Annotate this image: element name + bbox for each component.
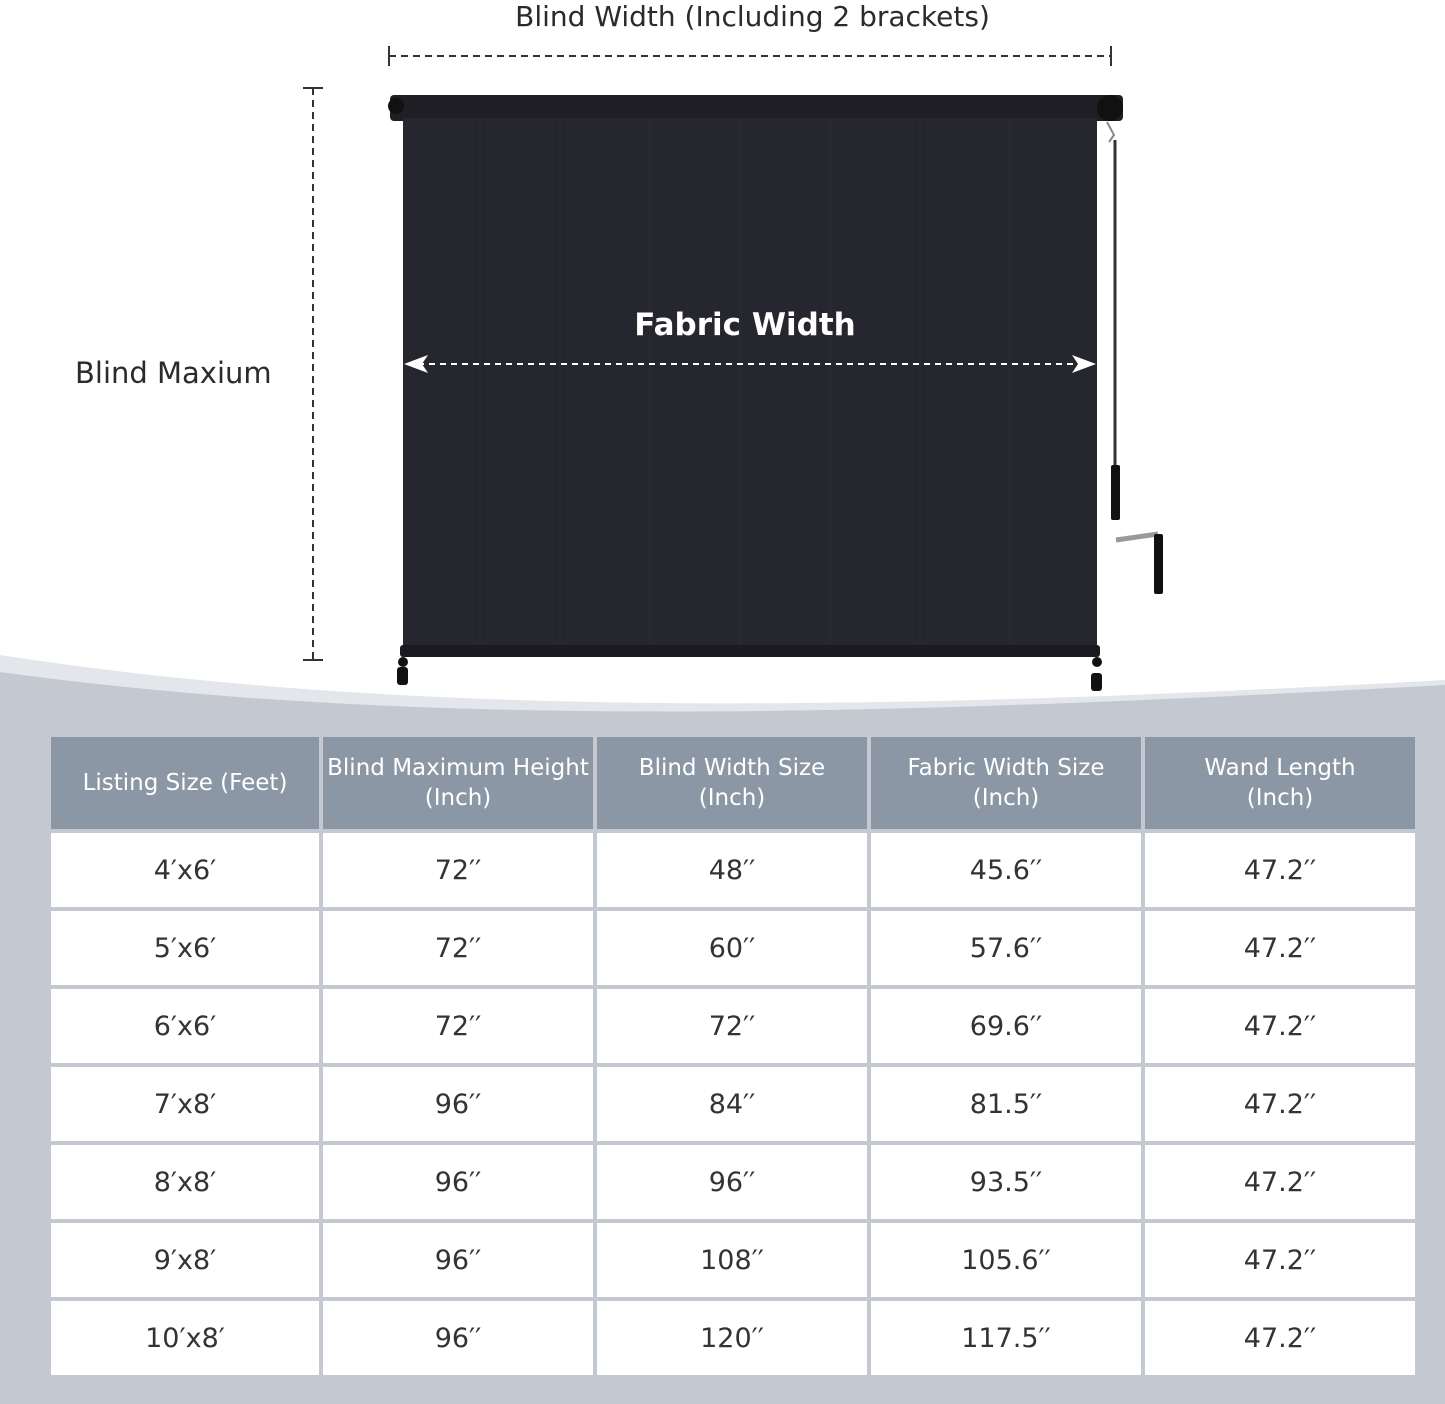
cell-max-height: 96′′ [323, 1301, 593, 1375]
cell-listing-size: 4′x6′ [51, 833, 319, 907]
table-row [51, 1301, 1415, 1375]
blind-fabric [403, 118, 1097, 650]
blind-maximum-height-label: Blind Maxium [75, 356, 272, 390]
cell-blind-width: 120′′ [597, 1301, 867, 1375]
width-dimension-line [389, 46, 1111, 66]
cell-blind-width: 84′′ [597, 1067, 867, 1141]
cell-fabric-width: 81.5′′ [871, 1067, 1141, 1141]
table-row [51, 1067, 1415, 1141]
header-wand-length: Wand Length (Inch) [1145, 737, 1415, 829]
cell-wand-length: 47.2′′ [1145, 1067, 1415, 1141]
bottom-bar [400, 645, 1100, 657]
header-fabric-width: Fabric Width Size (Inch) [871, 737, 1141, 829]
cell-fabric-width: 105.6′′ [871, 1223, 1141, 1297]
cell-blind-width: 60′′ [597, 911, 867, 985]
cell-fabric-width: 117.5′′ [871, 1301, 1141, 1375]
fabric-width-label: Fabric Width [634, 307, 856, 343]
cell-wand-length: 47.2′′ [1145, 1223, 1415, 1297]
cell-wand-length: 47.2′′ [1145, 833, 1415, 907]
cell-max-height: 72′′ [323, 833, 593, 907]
cell-listing-size: 6′x6′ [51, 989, 319, 1063]
table-row [51, 1223, 1415, 1297]
cell-wand-length: 47.2′′ [1145, 989, 1415, 1063]
header-listing-size: Listing Size (Feet) [51, 737, 319, 829]
cell-max-height: 96′′ [323, 1223, 593, 1297]
blind-diagram [0, 0, 1445, 700]
table-row [51, 1145, 1415, 1219]
size-spec-table [47, 733, 1419, 1379]
cell-max-height: 72′′ [323, 989, 593, 1063]
header-blind-width: Blind Width Size (Inch) [597, 737, 867, 829]
cell-max-height: 96′′ [323, 1067, 593, 1141]
table-row [51, 833, 1415, 907]
cell-max-height: 72′′ [323, 911, 593, 985]
cell-listing-size: 9′x8′ [51, 1223, 319, 1297]
cell-fabric-width: 93.5′′ [871, 1145, 1141, 1219]
cell-fabric-width: 69.6′′ [871, 989, 1141, 1063]
bottom-weights [397, 657, 1102, 691]
cell-listing-size: 10′x8′ [51, 1301, 319, 1375]
cell-listing-size: 8′x8′ [51, 1145, 319, 1219]
cell-blind-width: 96′′ [597, 1145, 867, 1219]
cell-wand-length: 47.2′′ [1145, 1301, 1415, 1375]
cell-fabric-width: 57.6′′ [871, 911, 1141, 985]
blind-width-label: Blind Width (Including 2 brackets) [515, 0, 990, 33]
cell-wand-length: 47.2′′ [1145, 1145, 1415, 1219]
cell-blind-width: 108′′ [597, 1223, 867, 1297]
cell-listing-size: 5′x6′ [51, 911, 319, 985]
table-row [51, 911, 1415, 985]
cell-fabric-width: 45.6′′ [871, 833, 1141, 907]
cell-blind-width: 72′′ [597, 989, 867, 1063]
height-dimension-line [303, 88, 323, 660]
table-row [51, 989, 1415, 1063]
headrail [390, 95, 1123, 121]
cell-max-height: 96′′ [323, 1145, 593, 1219]
crank-wand [1107, 122, 1163, 594]
header-blind-max-height: Blind Maximum Height (Inch) [323, 737, 593, 829]
table-header-row [51, 737, 1415, 829]
cell-wand-length: 47.2′′ [1145, 911, 1415, 985]
cell-blind-width: 48′′ [597, 833, 867, 907]
cell-listing-size: 7′x8′ [51, 1067, 319, 1141]
